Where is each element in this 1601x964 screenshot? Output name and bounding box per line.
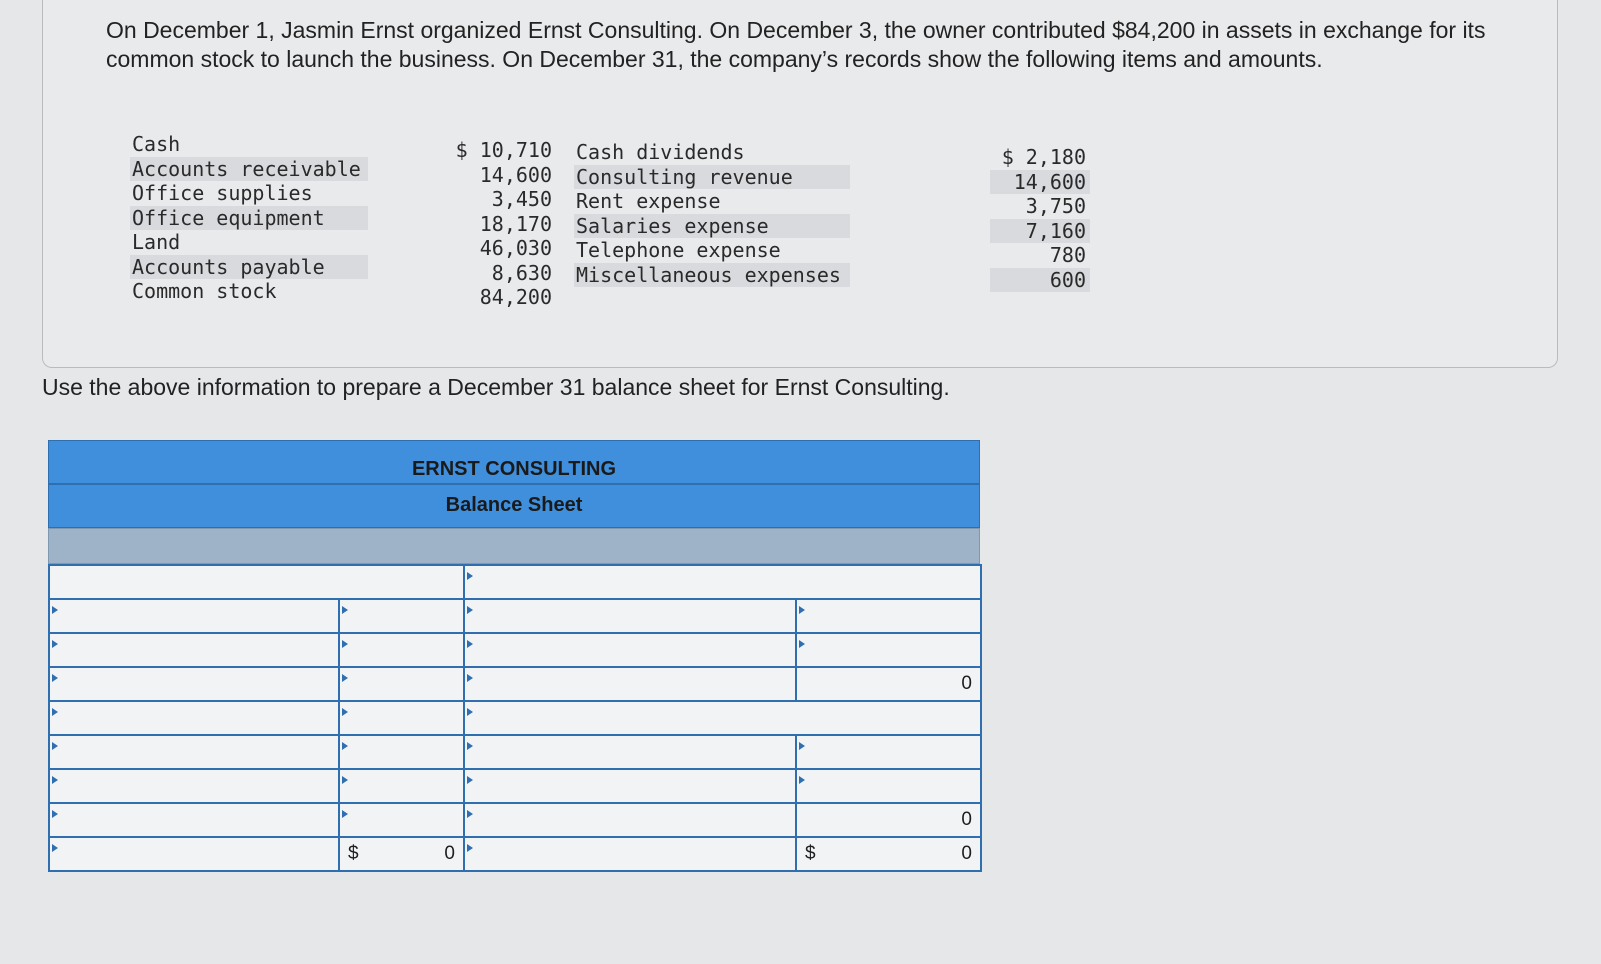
- table-row: [49, 837, 981, 871]
- item-label: Miscellaneous expenses: [574, 263, 850, 288]
- account-select[interactable]: [49, 803, 339, 837]
- table-row: [49, 667, 981, 701]
- account-select[interactable]: [49, 735, 339, 769]
- amount-input[interactable]: [796, 599, 981, 633]
- amount-input[interactable]: [339, 633, 464, 667]
- total-liabilities-equity-cell: [796, 837, 981, 871]
- item-amount: 8,630: [491, 260, 552, 285]
- subtotal-value: 0: [796, 803, 981, 837]
- table-row: [49, 599, 981, 633]
- amount-input[interactable]: [796, 735, 981, 769]
- date-header-input[interactable]: [48, 528, 980, 564]
- account-select[interactable]: [49, 769, 339, 803]
- item-label: Salaries expense: [574, 214, 850, 239]
- item-amount: 14,600: [990, 170, 1090, 195]
- item-label: Cash: [132, 132, 181, 156]
- table-row: [49, 769, 981, 803]
- account-select[interactable]: [464, 599, 796, 633]
- instruction-text: Use the above information to prepare a December 31 balance sheet for Ernst Consulting.: [42, 374, 950, 400]
- item-label: Telephone expense: [576, 238, 781, 262]
- amount-input[interactable]: [339, 599, 464, 633]
- item-amount: $ 2,180: [1001, 145, 1086, 169]
- item-label: Cash dividends: [576, 140, 745, 164]
- intro-text: On December 1, Jasmin Ernst organized Ernst Consulting. On December 3, the owner contributed $84,200 in assets in exchange for its common stock to launch the business. On December 31, the company’s records show the following items and amounts.: [106, 17, 1486, 72]
- item-label: Land: [132, 230, 181, 254]
- amount-input[interactable]: [339, 769, 464, 803]
- sheet-title: Balance Sheet: [48, 484, 980, 528]
- currency-symbol: $: [805, 843, 816, 864]
- item-amount: 18,170: [479, 211, 552, 236]
- amount-input[interactable]: [796, 769, 981, 803]
- item-amount: 3,450: [491, 187, 552, 211]
- item-amount: 7,160: [990, 219, 1090, 244]
- table-row: [49, 565, 981, 599]
- item-label: Office equipment: [130, 206, 368, 231]
- section-label-input[interactable]: [49, 565, 464, 599]
- account-select[interactable]: [49, 667, 339, 701]
- left-item-labels: [130, 132, 368, 304]
- item-amount: 780: [1049, 243, 1086, 267]
- total-assets-value: 0: [444, 843, 455, 864]
- item-amount: 14,600: [479, 162, 552, 187]
- amount-input[interactable]: [339, 735, 464, 769]
- right-item-amounts: [990, 145, 1090, 292]
- balance-sheet-grid: [48, 564, 982, 872]
- total-liabilities-equity-label-input[interactable]: [464, 837, 796, 871]
- currency-symbol: $: [348, 843, 359, 864]
- item-label: Accounts payable: [130, 255, 368, 280]
- table-row: [49, 701, 981, 735]
- balance-sheet: [48, 440, 980, 872]
- item-amount: $ 10,710: [455, 138, 552, 162]
- amount-input[interactable]: [339, 667, 464, 701]
- item-label: Consulting revenue: [574, 165, 850, 190]
- subtotal-value: 0: [796, 667, 981, 701]
- total-assets-cell: [339, 837, 464, 871]
- item-label: Office supplies: [132, 181, 313, 205]
- amount-input[interactable]: [339, 701, 464, 735]
- right-item-labels: [574, 140, 850, 287]
- table-row: [49, 735, 981, 769]
- account-select[interactable]: [49, 701, 339, 735]
- account-select[interactable]: [464, 633, 796, 667]
- account-select[interactable]: [464, 735, 796, 769]
- item-amount: 3,750: [1025, 194, 1086, 218]
- item-amount: 600: [990, 268, 1090, 293]
- table-row: [49, 633, 981, 667]
- section-label-input[interactable]: [464, 701, 981, 735]
- amount-input[interactable]: [796, 633, 981, 667]
- item-label: Rent expense: [576, 189, 721, 213]
- account-select[interactable]: [464, 667, 796, 701]
- amount-input[interactable]: [339, 803, 464, 837]
- account-select[interactable]: [49, 599, 339, 633]
- company-name: ERNST CONSULTING: [48, 440, 980, 484]
- section-label-input[interactable]: [464, 565, 981, 599]
- account-select[interactable]: [464, 769, 796, 803]
- item-label: Common stock: [132, 279, 277, 303]
- total-assets-label-input[interactable]: [49, 837, 339, 871]
- left-item-amounts: [440, 138, 552, 310]
- account-select[interactable]: [464, 803, 796, 837]
- item-amount: 84,200: [479, 285, 552, 309]
- item-label: Accounts receivable: [130, 157, 368, 182]
- table-row: [49, 803, 981, 837]
- item-amount: 46,030: [479, 236, 552, 260]
- account-select[interactable]: [49, 633, 339, 667]
- total-liabilities-equity-value: 0: [961, 843, 972, 864]
